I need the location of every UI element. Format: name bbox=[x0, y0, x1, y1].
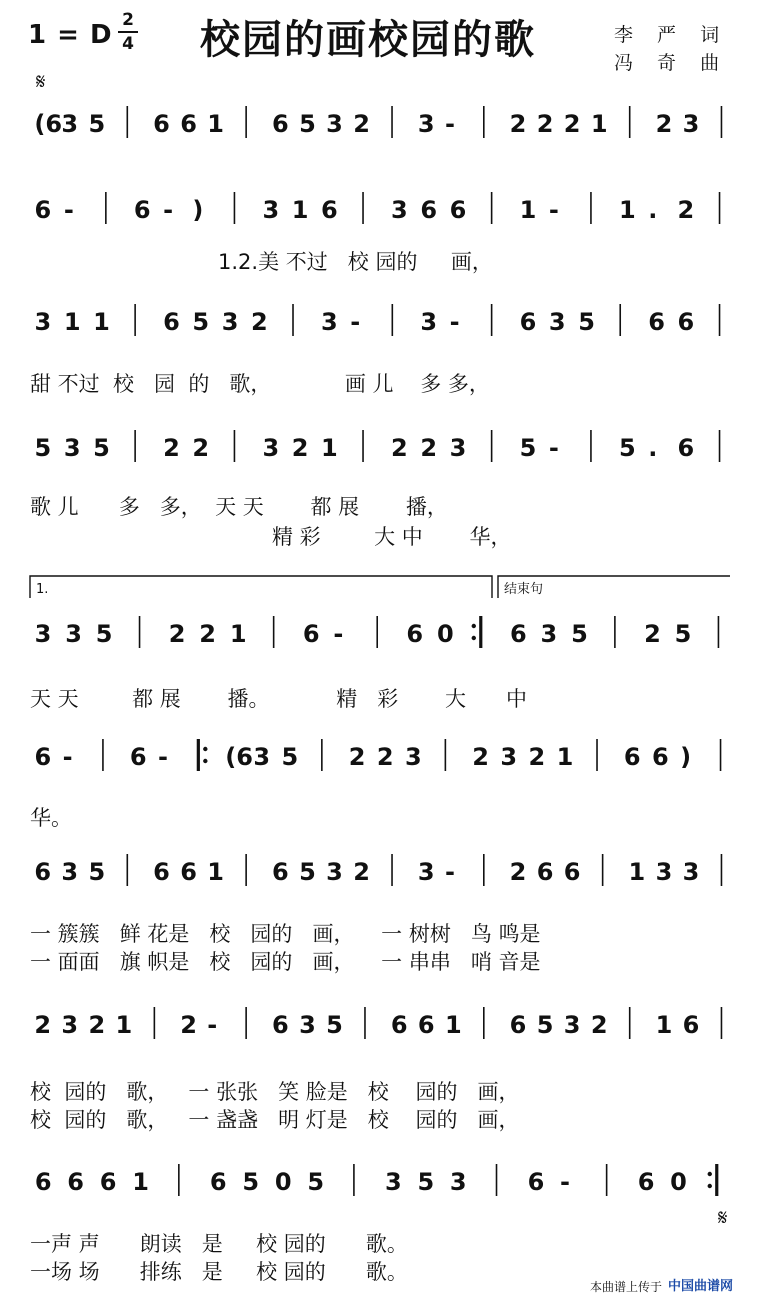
note: . bbox=[648, 196, 658, 224]
note: 3 bbox=[417, 110, 435, 138]
note: 2 bbox=[536, 110, 554, 138]
lyrics-line-8a: 一声 声 朗读 是 校 园的 歌。 bbox=[30, 1232, 408, 1256]
note: 6 bbox=[129, 743, 147, 771]
note: 6 bbox=[34, 196, 52, 224]
note: 2 bbox=[348, 743, 366, 771]
note: 2 bbox=[509, 110, 527, 138]
note: 1 bbox=[618, 196, 636, 224]
note: 2 bbox=[180, 1011, 197, 1039]
note: 6 bbox=[302, 620, 320, 648]
note: - bbox=[62, 743, 73, 771]
note: 3 bbox=[262, 434, 280, 462]
note: 1 bbox=[519, 196, 537, 224]
segno-mark-end: 𝄋 bbox=[718, 1206, 728, 1231]
note: 6 bbox=[420, 196, 438, 224]
repeat-dot bbox=[708, 1184, 712, 1188]
note: 2 bbox=[168, 620, 186, 648]
note: 2 bbox=[163, 434, 180, 462]
note: (6 bbox=[34, 110, 63, 138]
meter-denominator: 4 bbox=[122, 34, 134, 54]
upload-note: 本曲谱上传于 bbox=[590, 1280, 663, 1294]
volta-ending-label: 结束句 bbox=[504, 582, 544, 597]
note: 3 bbox=[299, 1011, 316, 1039]
note: 3 bbox=[655, 858, 673, 886]
note: - bbox=[449, 308, 460, 336]
note: 3 bbox=[321, 308, 338, 336]
note: 6 bbox=[637, 1168, 655, 1196]
note: 5 bbox=[299, 858, 316, 886]
note: 6 bbox=[509, 620, 527, 648]
note: 1 bbox=[207, 110, 225, 138]
note: 3 bbox=[391, 196, 408, 224]
note: 2 bbox=[353, 858, 370, 886]
note: 5 bbox=[95, 620, 113, 648]
note: 2 bbox=[655, 110, 673, 138]
note: 5 bbox=[417, 1168, 435, 1196]
note: 5 bbox=[571, 620, 588, 648]
note: - bbox=[333, 620, 344, 648]
note: ) bbox=[192, 196, 204, 224]
note: - bbox=[207, 1011, 218, 1039]
note: - bbox=[163, 196, 174, 224]
note: 3 bbox=[548, 308, 566, 336]
note: 6 bbox=[272, 1011, 289, 1039]
note: 5 bbox=[88, 110, 106, 138]
lyrics-line-4: 天 天 都 展 播。 精 彩 大 中 bbox=[30, 687, 528, 711]
note: 2 bbox=[391, 434, 408, 462]
note: - bbox=[444, 858, 455, 886]
note: 3 bbox=[326, 110, 343, 138]
note: 3 bbox=[61, 858, 79, 886]
note: 1 bbox=[291, 196, 309, 224]
note: 6 bbox=[209, 1168, 227, 1196]
site-logo-text: 中国曲谱网 bbox=[668, 1279, 734, 1294]
note: 6 bbox=[652, 743, 669, 771]
meter-numerator: 2 bbox=[122, 10, 134, 30]
note: 1 bbox=[590, 110, 608, 138]
note: - bbox=[560, 1168, 571, 1196]
note: 2 bbox=[250, 308, 268, 336]
note: 2 bbox=[376, 743, 394, 771]
note: 3 bbox=[221, 308, 239, 336]
note: 6 bbox=[449, 196, 467, 224]
note: 1 bbox=[115, 1011, 133, 1039]
note: 1 bbox=[444, 1011, 462, 1039]
note: 6 bbox=[34, 1168, 52, 1196]
note: 1 bbox=[63, 308, 81, 336]
note: 2 bbox=[88, 1011, 106, 1039]
note: 2 bbox=[199, 620, 216, 648]
note: 6 bbox=[390, 1011, 408, 1039]
note: 1 bbox=[229, 620, 247, 648]
note: 2 bbox=[563, 110, 581, 138]
note: 5 bbox=[299, 110, 316, 138]
note: 5 bbox=[34, 434, 52, 462]
note: 5 bbox=[192, 308, 210, 336]
note: 3 bbox=[262, 196, 280, 224]
note: 6 bbox=[536, 858, 554, 886]
note: 6 bbox=[677, 308, 695, 336]
note: 6 bbox=[34, 743, 52, 771]
note: 6 bbox=[133, 196, 151, 224]
note: 1 bbox=[132, 1168, 149, 1196]
note: 5 bbox=[578, 308, 595, 336]
note: 6 bbox=[272, 110, 289, 138]
note: 3 bbox=[61, 1011, 79, 1039]
segno-mark-start: 𝄋 bbox=[36, 70, 46, 95]
note: 5 bbox=[674, 620, 692, 648]
lyrics-line-6a: 一 簇簇 鲜 花是 校 园的 画， 一 树树 鸟 鸣是 bbox=[30, 922, 541, 946]
note: - bbox=[157, 743, 168, 771]
key-signature: 1 = D bbox=[28, 20, 113, 50]
note: 3 bbox=[63, 434, 81, 462]
note: 3 bbox=[420, 308, 438, 336]
note: 5 bbox=[326, 1011, 343, 1039]
note: 6 bbox=[527, 1168, 545, 1196]
note: 3 bbox=[449, 1168, 467, 1196]
lyricist-credit: 李 严 词 bbox=[614, 24, 729, 46]
repeat-dot bbox=[203, 759, 207, 763]
note: 3 bbox=[61, 110, 79, 138]
note: - bbox=[444, 110, 455, 138]
note: 6 bbox=[153, 110, 170, 138]
note: 3 bbox=[682, 110, 700, 138]
note: 6 bbox=[180, 110, 197, 138]
note: 1 bbox=[556, 743, 574, 771]
volta-first-ending-label: 1. bbox=[36, 582, 49, 597]
lyrics-line-2: 甜 不过 校 园 的 歌， 画 儿 多 多， bbox=[30, 372, 490, 396]
note: 3 bbox=[405, 743, 422, 771]
repeat-dot bbox=[203, 747, 207, 751]
note: 6 bbox=[648, 308, 665, 336]
note: - bbox=[548, 434, 559, 462]
note: 2 bbox=[472, 743, 489, 771]
note: 2 bbox=[509, 858, 527, 886]
note: 6 bbox=[321, 196, 338, 224]
note: 2 bbox=[528, 743, 546, 771]
note: 3 bbox=[34, 620, 52, 648]
note: 6 bbox=[163, 308, 180, 336]
lyrics-line-3b: 精 彩 大 中 华， bbox=[272, 525, 512, 549]
note: 3 bbox=[253, 743, 271, 771]
note: 5 bbox=[242, 1168, 260, 1196]
note: 6 bbox=[34, 858, 52, 886]
note: 5 bbox=[88, 858, 106, 886]
note: 6 bbox=[180, 858, 197, 886]
lyrics-line-3a: 歌 儿 多 多， 天 天 都 展 播， bbox=[30, 495, 448, 519]
composer-credit: 冯 奇 曲 bbox=[614, 52, 729, 74]
note: 6 bbox=[509, 1011, 527, 1039]
note: 0 bbox=[670, 1168, 687, 1196]
note: 3 bbox=[682, 858, 700, 886]
note: 6 bbox=[417, 1011, 435, 1039]
lyrics-line-8b: 一场 场 排练 是 校 园的 歌。 bbox=[30, 1260, 408, 1284]
note: 5 bbox=[536, 1011, 554, 1039]
note: 3 bbox=[500, 743, 518, 771]
song-title: 校园的画校园的歌 bbox=[200, 17, 536, 63]
note: 2 bbox=[420, 434, 438, 462]
note: 3 bbox=[417, 858, 435, 886]
note: 5 bbox=[307, 1168, 325, 1196]
volta-first-bracket bbox=[30, 576, 492, 598]
note: 2 bbox=[677, 196, 695, 224]
note: 2 bbox=[353, 110, 370, 138]
lyrics-line-7b: 校 园的 歌， 一 盏盏 明 灯是 校 园的 画， bbox=[30, 1108, 520, 1132]
note: 2 bbox=[34, 1011, 52, 1039]
note: 3 bbox=[540, 620, 558, 648]
note: 5 bbox=[93, 434, 110, 462]
note: 6 bbox=[67, 1168, 85, 1196]
note: 6 bbox=[682, 1011, 700, 1039]
note: 2 bbox=[291, 434, 309, 462]
note: 3 bbox=[326, 858, 343, 886]
note: 3 bbox=[384, 1168, 402, 1196]
note: (6 bbox=[225, 743, 253, 771]
note: 1 bbox=[628, 858, 646, 886]
note: ) bbox=[680, 743, 692, 771]
note: 1 bbox=[93, 308, 110, 336]
note: 5 bbox=[281, 743, 299, 771]
note: 3 bbox=[449, 434, 467, 462]
note: 0 bbox=[274, 1168, 292, 1196]
note: - bbox=[548, 196, 559, 224]
lyrics-line-7a: 校 园的 歌， 一 张张 笑 脸是 校 园的 画， bbox=[30, 1080, 520, 1104]
note: - bbox=[350, 308, 361, 336]
repeat-dot bbox=[708, 1172, 712, 1176]
site-logo bbox=[668, 1275, 733, 1294]
note: 6 bbox=[623, 743, 641, 771]
note: 5 bbox=[519, 434, 537, 462]
note: 6 bbox=[272, 858, 289, 886]
note: 3 bbox=[563, 1011, 581, 1039]
note: 5 bbox=[618, 434, 636, 462]
lyrics-line-5: 华。 bbox=[30, 806, 72, 830]
repeat-dot bbox=[472, 624, 476, 628]
note: 3 bbox=[65, 620, 82, 648]
note: 0 bbox=[436, 620, 454, 648]
note: 3 bbox=[34, 308, 52, 336]
note: 1 bbox=[655, 1011, 673, 1039]
note: 6 bbox=[406, 620, 424, 648]
note: 1 bbox=[321, 434, 338, 462]
repeat-dot bbox=[472, 636, 476, 640]
note: 2 bbox=[644, 620, 661, 648]
note: - bbox=[63, 196, 74, 224]
note: 6 bbox=[519, 308, 537, 336]
note: 2 bbox=[590, 1011, 608, 1039]
note: 6 bbox=[99, 1168, 117, 1196]
lyrics-line-1: 1.2.美 不过 校 园的 画， bbox=[218, 250, 493, 274]
note: 1 bbox=[207, 858, 225, 886]
lyrics-line-6b: 一 面面 旗 帜是 校 园的 画， 一 串串 哨 音是 bbox=[30, 950, 541, 974]
note: 6 bbox=[153, 858, 170, 886]
note: 6 bbox=[563, 858, 581, 886]
note: . bbox=[648, 434, 658, 462]
note: 2 bbox=[192, 434, 210, 462]
note: 6 bbox=[677, 434, 695, 462]
